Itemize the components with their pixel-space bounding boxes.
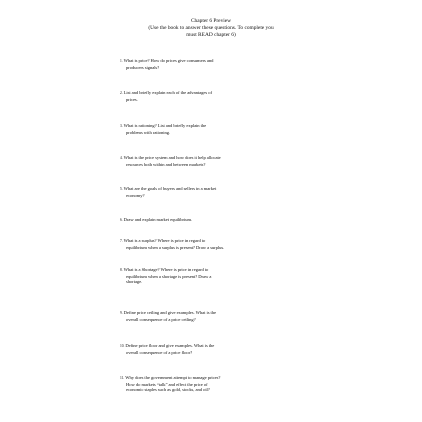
question-text: overall consequence of a price floor? xyxy=(126,349,193,355)
question-text: economy? xyxy=(126,192,145,198)
question-item xyxy=(120,343,214,355)
question-text: Define price ceiling and give examples. What is the xyxy=(123,310,217,315)
question-text: What is rationing? List and briefly explain the xyxy=(123,123,207,128)
question-text: List and briefly explain each of the advantages of xyxy=(123,90,212,95)
question-item xyxy=(120,58,213,70)
question-item xyxy=(120,238,224,250)
question-text: What is the price system and how does it help allocate xyxy=(123,155,221,160)
question-text: producers signals? xyxy=(126,64,160,70)
question-text: equilibrium when a shortage is present? Draw a xyxy=(126,273,212,279)
question-text: What is a surplus? Where is price in regard to xyxy=(123,238,206,243)
question-number: 6. xyxy=(120,218,123,222)
preview-header xyxy=(0,18,422,39)
question-number: 11. xyxy=(120,376,125,380)
question-text: equilibrium when a surplus is present? Draw a surplus. xyxy=(126,244,225,250)
question-number: 2. xyxy=(120,91,123,95)
question-number: 7. xyxy=(120,239,123,243)
question-text: Draw and explain market equilibrium. xyxy=(123,217,193,222)
question-item xyxy=(120,217,192,224)
instructions-line: must READ chapter 6) xyxy=(186,32,236,38)
question-text: What is a Shortage? Where is price in regard to xyxy=(123,267,209,272)
question-text: What is price? How do prices give consumers and xyxy=(123,58,214,63)
instructions-line: (Use the book to answer these questions. To complete you xyxy=(148,25,274,31)
question-item xyxy=(120,155,221,167)
question-item xyxy=(120,375,220,393)
question-number: 8. xyxy=(120,268,123,272)
question-item xyxy=(120,90,212,102)
question-text: Define price floor and give examples. What is the xyxy=(125,343,215,348)
question-item xyxy=(120,267,211,285)
question-number: 3. xyxy=(120,124,123,128)
question-text: How do markets “talk” and effect the price of xyxy=(126,381,208,387)
question-text: resources both within and between markets? xyxy=(126,161,206,167)
question-number: 1. xyxy=(120,59,123,63)
question-text: problems with rationing. xyxy=(126,129,171,135)
question-text: economic staples such as gold, stocks, and oil? xyxy=(126,387,210,393)
chapter-title: Chapter 6 Preview xyxy=(190,18,232,24)
question-text: prices. xyxy=(126,96,138,102)
question-number: 5. xyxy=(120,187,123,191)
question-text: overall consequence of a price ceiling? xyxy=(126,316,196,322)
question-number: 9. xyxy=(120,311,123,315)
question-number: 10. xyxy=(120,344,125,348)
question-item xyxy=(120,123,206,135)
question-text: What are the goals of buyers and sellers in a market xyxy=(123,186,217,191)
question-text: Why does the government attempt to manage prices? xyxy=(125,375,221,380)
question-text: shortage. xyxy=(126,279,143,285)
question-item xyxy=(120,310,216,322)
question-item xyxy=(120,186,216,198)
question-number: 4. xyxy=(120,156,123,160)
